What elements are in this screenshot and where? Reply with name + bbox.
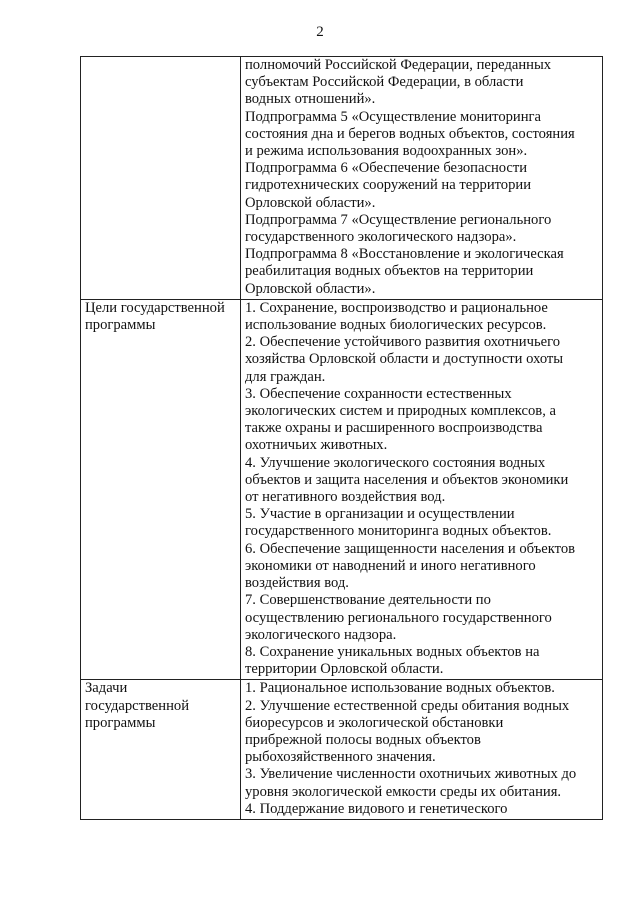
cell-text-line: реабилитация водных объектов на территории bbox=[245, 263, 534, 280]
cell-text-line: 1. Рациональное использование водных объектов. bbox=[245, 680, 555, 697]
cell-text-line: воздействия вод. bbox=[245, 575, 349, 592]
cell-text-line: 3. Обеспечение сохранности естественных bbox=[245, 385, 512, 402]
cell-text-line: 8. Сохранение уникальных водных объектов на bbox=[245, 643, 540, 660]
cell-text-line: государственного экологического надзора». bbox=[245, 229, 517, 246]
cell-text-line: 6. Обеспечение защищенности населения и объектов bbox=[245, 540, 576, 557]
cell-text-line: биоресурсов и экологической обстановки bbox=[245, 714, 504, 731]
cell-text-line: прибрежной полосы водных объектов bbox=[245, 731, 481, 748]
cell-text-line: Подпрограмма 7 «Осуществление регионального bbox=[245, 211, 552, 228]
cell-text-line: 2. Улучшение естественной среды обитания водных bbox=[245, 697, 570, 714]
cell-text-line: субъектам Российской Федерации, в области bbox=[245, 74, 524, 91]
cell-text-line: экологических систем и природных комплексов, а bbox=[245, 403, 556, 420]
cell-text-line: 2. Обеспечение устойчивого развития охотничьего bbox=[245, 334, 560, 351]
cell-text-line: водных отношений». bbox=[245, 91, 376, 108]
cell-text-line: Подпрограмма 6 «Обеспечение безопасности bbox=[245, 160, 528, 177]
cell-text-line: Подпрограмма 8 «Восстановление и экологическая bbox=[245, 246, 564, 263]
cell-text-line: Орловской области». bbox=[245, 280, 376, 297]
cell-text-line: также охраны и расширенного воспроизводства bbox=[245, 420, 543, 437]
cell-text-line: 1. Сохранение, воспроизводство и рациональное bbox=[245, 299, 548, 316]
row-label-empty bbox=[81, 57, 241, 300]
cell-text-line: для граждан. bbox=[245, 368, 326, 385]
cell-text-line: и режима использования водоохранных зон». bbox=[245, 143, 528, 160]
cell-text-line: Орловской области». bbox=[245, 194, 376, 211]
program-passport-table bbox=[80, 56, 603, 820]
cell-text-line: состояния дна и берегов водных объектов, состояния bbox=[245, 125, 575, 142]
cell-text-line: охотничьих животных. bbox=[245, 437, 388, 454]
cell-text-line: 3. Увеличение численности охотничьих животных до bbox=[245, 766, 577, 783]
cell-text-line: осуществлению регионального государственного bbox=[245, 609, 552, 626]
cell-text-line: Подпрограмма 5 «Осуществление мониторинга bbox=[245, 108, 542, 125]
label-text-line: программы bbox=[85, 714, 156, 731]
cell-text-line: рыбохозяйственного значения. bbox=[245, 749, 436, 766]
cell-text-line: гидротехнических сооружений на территории bbox=[245, 177, 532, 194]
page-number: 2 bbox=[316, 24, 324, 40]
cell-text-line: экологического надзора. bbox=[245, 626, 397, 643]
cell-text-line: использование водных биологических ресурсов. bbox=[245, 317, 547, 334]
table-row-program-goals bbox=[81, 299, 603, 679]
row-label-program-goals bbox=[81, 299, 241, 679]
cell-text-line: экономики от наводнений и иного негативного bbox=[245, 557, 536, 574]
subprograms-list-cell bbox=[241, 57, 603, 300]
cell-text-line: уровня экологической емкости среды их обитания. bbox=[245, 783, 562, 800]
cell-text-line: полномочий Российской Федерации, переданных bbox=[245, 57, 552, 73]
label-text-line: государственной bbox=[85, 697, 190, 714]
row-label-program-tasks bbox=[81, 680, 241, 820]
label-text-line: Цели государственной bbox=[85, 299, 225, 316]
label-text-line: Задачи bbox=[85, 680, 128, 697]
cell-text-line: территории Орловской области. bbox=[245, 661, 444, 678]
label-text-line: программы bbox=[85, 317, 156, 334]
cell-text-line: хозяйства Орловской области и доступности охоты bbox=[245, 351, 564, 368]
program-goals-cell bbox=[241, 299, 603, 679]
cell-text-line: 4. Улучшение экологического состояния водных bbox=[245, 454, 546, 471]
table-row-subprograms-continued bbox=[81, 57, 603, 300]
table-row-program-tasks bbox=[81, 680, 603, 820]
cell-text-line: 7. Совершенствование деятельности по bbox=[245, 592, 491, 609]
cell-text-line: 4. Поддержание видового и генетического bbox=[245, 800, 508, 817]
program-tasks-cell bbox=[241, 680, 603, 820]
cell-text-line: 5. Участие в организации и осуществлении bbox=[245, 506, 515, 523]
cell-text-line: государственного мониторинга водных объектов. bbox=[245, 523, 552, 540]
cell-text-line: от негативного воздействия вод. bbox=[245, 489, 446, 506]
cell-text-line: объектов и защита населения и объектов экономики bbox=[245, 471, 569, 488]
